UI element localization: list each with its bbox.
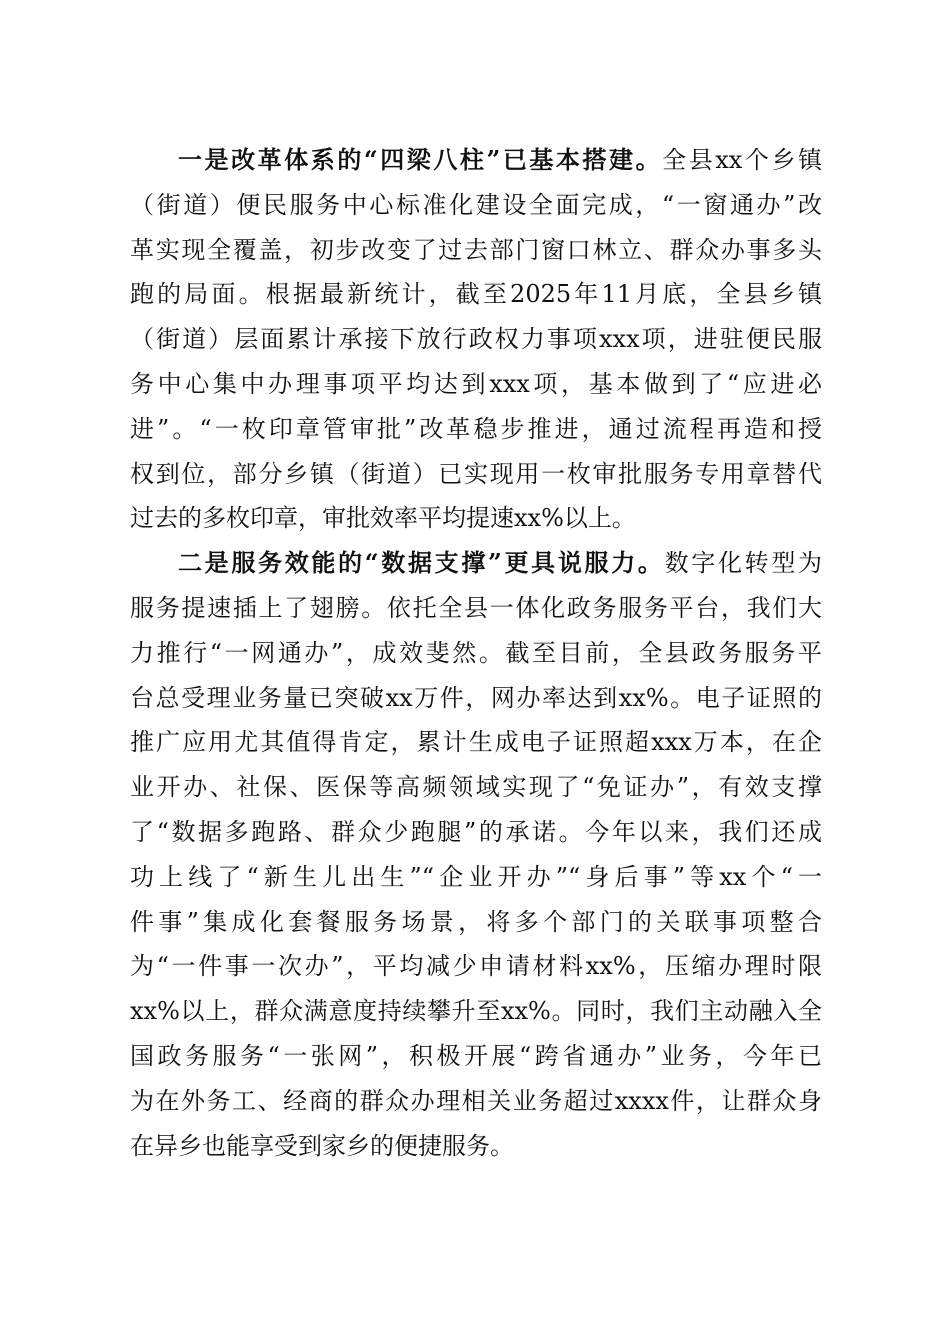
line-text: 权到位，部分乡镇（街道）已实现用一枚审批服务专用章替代 — [130, 459, 822, 488]
text-line — [130, 365, 822, 410]
line-text: 全县xx个乡镇 — [662, 146, 822, 174]
text-line — [130, 992, 822, 1037]
line-text: （街道）层面累计承接下放行政权力事项xxx项，进驻便民服 — [130, 325, 822, 354]
text-line — [130, 947, 822, 992]
line-text: 推广应用尤其值得肯定，累计生成电子证照超xxx万本，在企 — [130, 728, 822, 757]
line-text: 业开办、社保、医保等高频领域实现了“免证办”，有效支撑 — [130, 773, 822, 802]
text-line — [130, 141, 822, 186]
text-line — [130, 275, 822, 320]
text-line — [130, 1127, 822, 1172]
line-text: 力推行“一网通办”，成效斐然。截至目前，全县政务服务平 — [130, 638, 822, 667]
paragraph-heading: 二是服务效能的“数据支撑”更具说服力。 — [178, 548, 665, 578]
line-text: 了“数据多跑路、群众少跑腿”的承诺。今年以来，我们还成 — [130, 817, 822, 846]
line-text: 进”。“一枚印章管审批”改革稳步推进，通过流程再造和授 — [130, 414, 822, 443]
paragraph — [130, 141, 822, 544]
line-text: （街道）便民服务中心标准化建设全面完成，“一窗通办”改 — [130, 190, 822, 219]
text-line — [130, 634, 822, 679]
line-text: 过去的多枚印章，审批效率平均提速xx%以上。 — [130, 504, 636, 533]
text-line — [130, 858, 822, 903]
line-text: 为在外务工、经商的群众办理相关业务超过xxxx件，让群众身 — [130, 1086, 822, 1115]
text-line — [130, 679, 822, 724]
paragraph-heading: 一是改革体系的“四梁八柱”已基本搭建。 — [178, 145, 663, 174]
text-line — [130, 499, 822, 544]
text-line — [130, 186, 822, 231]
text-line — [130, 813, 822, 858]
text-line — [130, 231, 822, 276]
line-text: 跑的局面。根据最新统计，截至2025年11月底，全县乡镇 — [130, 280, 822, 309]
text-line — [130, 903, 822, 948]
text-line — [130, 723, 822, 768]
line-text: 在异乡也能享受到家乡的便捷服务。 — [130, 1131, 514, 1160]
line-text: 务中心集中办理事项平均达到xxx项，基本做到了“应进必 — [130, 369, 822, 398]
text-line — [130, 1082, 822, 1127]
line-text: xx%以上，群众满意度持续攀升至xx%。同时，我们主动融入全 — [130, 997, 822, 1026]
text-line — [130, 589, 822, 634]
line-text: 国政务服务“一张网”，积极开展“跨省通办”业务，今年已 — [130, 1041, 822, 1070]
line-text: 台总受理业务量已突破xx万件，网办率达到xx%。电子证照的 — [130, 683, 822, 712]
text-line — [130, 1037, 822, 1082]
text-line — [130, 768, 822, 813]
line-text: 件事”集成化套餐服务场景，将多个部门的关联事项整合 — [130, 907, 822, 936]
line-text: 数字化转型为 — [664, 549, 823, 578]
text-line — [130, 320, 822, 365]
line-text: 服务提速插上了翅膀。依托全县一体化政务服务平台，我们大 — [130, 593, 822, 622]
paragraph — [130, 544, 822, 1171]
text-line — [130, 455, 822, 500]
line-text: 革实现全覆盖，初步改变了过去部门窗口林立、群众办事多头 — [130, 235, 822, 264]
text-line — [130, 544, 822, 589]
line-text: 功上线了“新生儿出生”“企业开办”“身后事”等xx个“一 — [130, 862, 822, 891]
document-body — [130, 141, 822, 1171]
text-line — [130, 410, 822, 455]
line-text: 为“一件事一次办”，平均减少申请材料xx%，压缩办理时限 — [130, 952, 822, 981]
